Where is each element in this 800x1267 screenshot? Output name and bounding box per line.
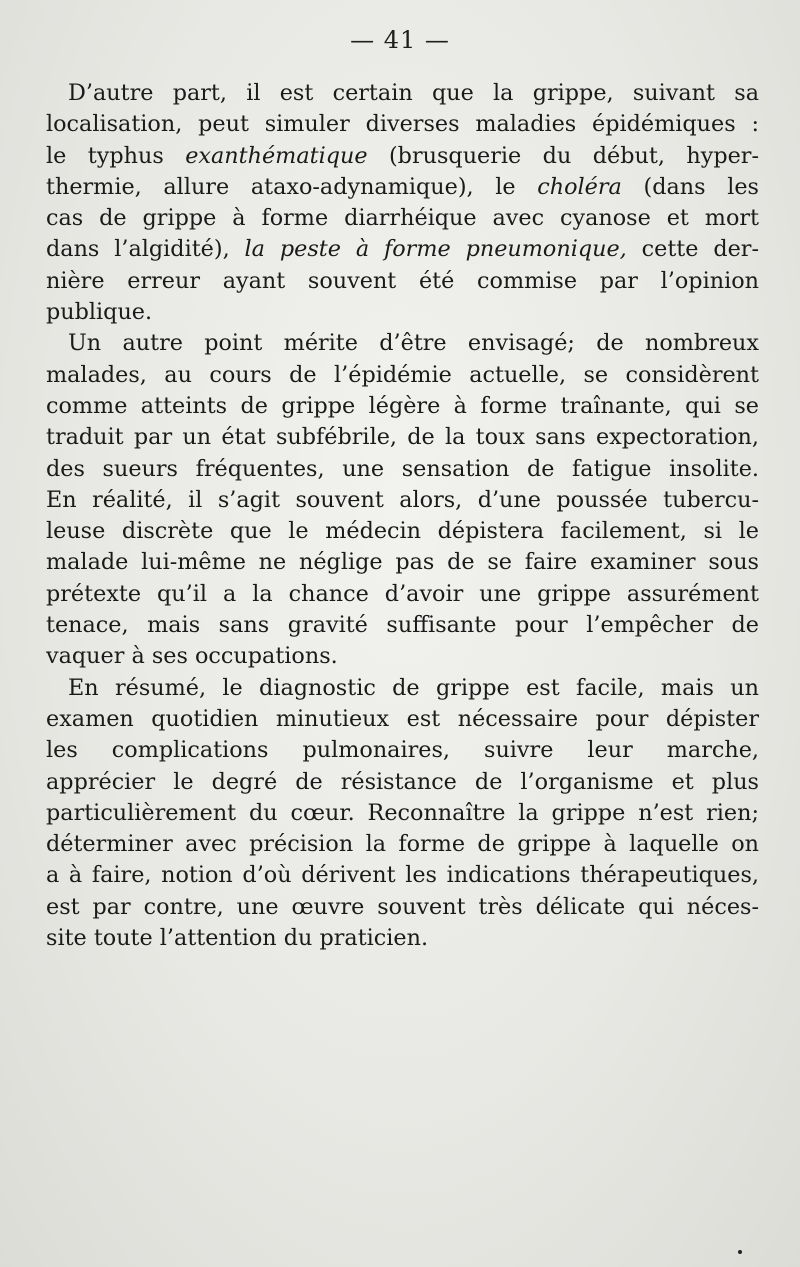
- text-run: malade lui-même ne néglige pas de se faire examiner sous: [46, 549, 759, 576]
- text-run: vaquer à ses occupations.: [46, 643, 338, 670]
- text-line: [46, 485, 759, 516]
- text-line: [46, 454, 759, 485]
- text-line: [46, 704, 759, 735]
- text-line: [46, 923, 759, 954]
- text-line: [46, 829, 759, 860]
- text-line: [46, 735, 759, 766]
- text-line: [46, 673, 759, 704]
- text-run: particulièrement du cœur. Reconnaître la grippe n’est rien;: [46, 799, 759, 826]
- text-line: [46, 328, 759, 359]
- text-line: [46, 391, 759, 422]
- text-run: malades, au cours de l’épidémie actuelle, se considèrent: [46, 361, 759, 388]
- text-line: [46, 360, 759, 391]
- text-run: déterminer avec précision la forme de grippe à laquelle on: [46, 831, 759, 858]
- text-run: examen quotidien minutieux est nécessaire pour dépister: [46, 705, 759, 732]
- body-text: [46, 78, 759, 954]
- text-line: [46, 422, 759, 453]
- italic-text: exanthématique: [185, 142, 368, 169]
- text-run: prétexte qu’il a la chance d’avoir une grippe assurément: [46, 580, 759, 607]
- text-run: thermie, allure ataxo-adynamique), le: [46, 173, 538, 200]
- paragraph: [46, 78, 759, 328]
- text-run: tenace, mais sans gravité suffisante pour l’empêcher de: [46, 612, 759, 639]
- text-line: [46, 109, 759, 140]
- text-line: [46, 234, 759, 265]
- text-line: [46, 610, 759, 641]
- text-line: [46, 579, 759, 610]
- text-line: [46, 78, 759, 109]
- paragraph: [46, 673, 759, 955]
- italic-text: la peste à forme pneumonique,: [244, 236, 627, 263]
- text-line: [46, 297, 759, 328]
- page-number: — 41 —: [350, 26, 450, 54]
- text-run: cette der-: [626, 236, 759, 263]
- text-run: les complications pulmonaires, suivre leur marche,: [46, 737, 759, 764]
- text-run: leuse discrète que le médecin dépistera facilement, si le: [46, 518, 759, 545]
- paragraph: [46, 328, 759, 672]
- text-run: est par contre, une œuvre souvent très délicate qui néces-: [46, 893, 759, 920]
- text-run: apprécier le degré de résistance de l’organisme et plus: [46, 768, 759, 795]
- text-line: [46, 172, 759, 203]
- text-line: [46, 203, 759, 234]
- text-line: [46, 767, 759, 798]
- text-run: cas de grippe à forme diarrhéique avec cyanose et mort: [46, 205, 759, 232]
- text-run: (dans les: [621, 173, 759, 200]
- text-run: dans l’algidité),: [46, 236, 245, 263]
- text-run: site toute l’attention du praticien.: [46, 925, 429, 952]
- text-run: des sueurs fréquentes, une sensation de fatigue insolite.: [46, 455, 759, 482]
- text-run: En réalité, il s’agit souvent alors, d’une poussée tubercu-: [46, 486, 759, 513]
- text-line: [46, 516, 759, 547]
- text-run: traduit par un état subfébrile, de la toux sans expectoration,: [46, 424, 759, 451]
- text-line: [46, 141, 759, 172]
- text-run: (brusquerie du début, hyper-: [367, 142, 759, 169]
- text-line: [46, 892, 759, 923]
- text-run: Un autre point mérite d’être envisagé; de nombreux: [68, 330, 759, 357]
- text-line: [46, 798, 759, 829]
- text-line: [46, 547, 759, 578]
- ink-speck: [738, 1250, 742, 1254]
- text-line: [46, 641, 759, 672]
- text-run: D’autre part, il est certain que la grippe, suivant sa: [68, 80, 759, 106]
- text-run: localisation, peut simuler diverses maladies épidémiques :: [46, 111, 759, 138]
- text-run: nière erreur ayant souvent été commise par l’opinion: [46, 267, 759, 294]
- text-line: [46, 860, 759, 891]
- text-run: publique.: [46, 299, 153, 326]
- text-run: comme atteints de grippe légère à forme traînante, qui se: [46, 392, 759, 419]
- text-run: a à faire, notion d’où dérivent les indications thérapeutiques,: [46, 862, 759, 889]
- italic-text: choléra: [537, 173, 622, 200]
- text-run: En résumé, le diagnostic de grippe est facile, mais un: [68, 674, 759, 701]
- text-run: le typhus: [46, 142, 186, 169]
- text-line: [46, 266, 759, 297]
